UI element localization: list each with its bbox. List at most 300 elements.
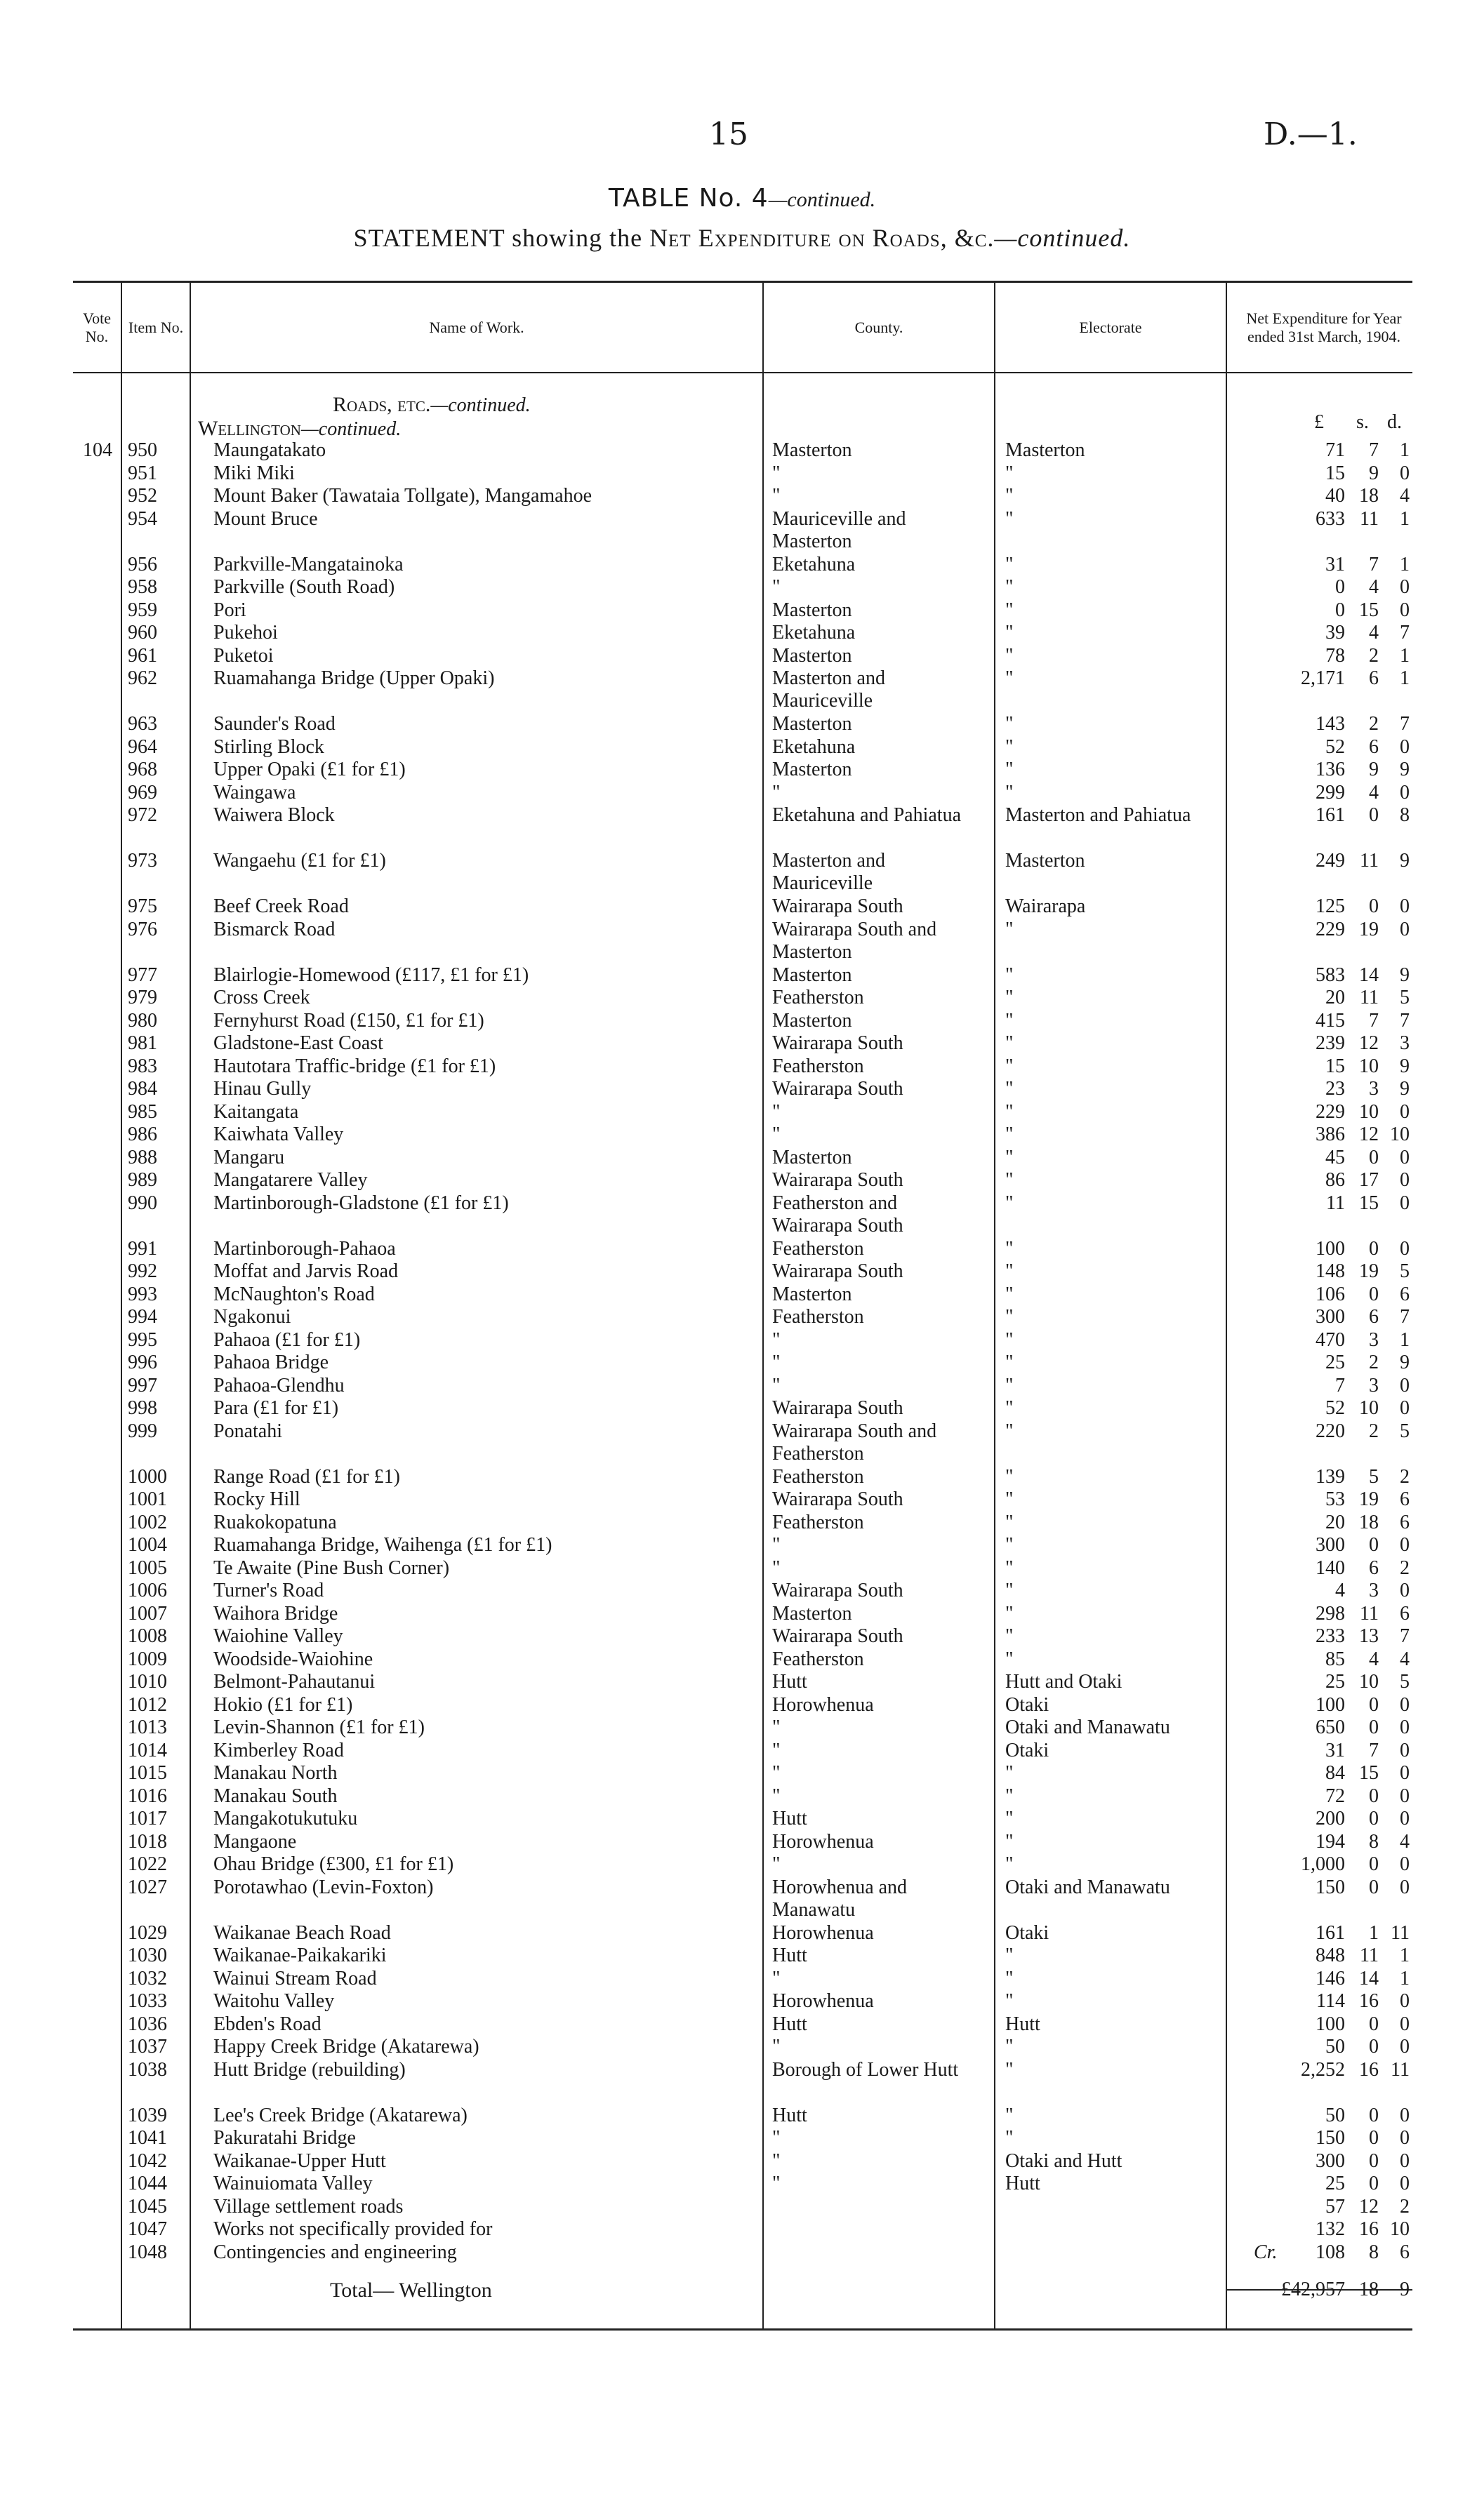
amount-pence: 2 — [1400, 1556, 1410, 1579]
amount-pounds: 150 — [1316, 2127, 1345, 2149]
item-number: 1002 — [128, 1511, 167, 1533]
amount-shillings: 11 — [1360, 1945, 1379, 1966]
electorate-name: Otaki and Manawatu — [1005, 1876, 1170, 1898]
electorate-name: " — [1005, 485, 1014, 507]
amount-pounds: 100 — [1316, 1693, 1345, 1716]
amount-shillings: 0 — [1369, 1534, 1379, 1556]
county-name: " — [772, 1374, 781, 1396]
amount-pence: 0 — [1400, 1192, 1410, 1214]
electorate-name: Otaki — [1005, 1693, 1049, 1716]
county-name: Masterton — [772, 599, 852, 621]
statement-heading — [0, 223, 1484, 253]
work-name: Ruakokopatuna — [213, 1511, 337, 1533]
amount-pence: 0 — [1400, 1100, 1410, 1123]
amount-pence: 1 — [1400, 553, 1410, 575]
amount-pounds: 100 — [1316, 1237, 1345, 1260]
amount-pence: 6 — [1400, 1283, 1410, 1305]
amount-pence: 5 — [1400, 987, 1410, 1008]
amount-shillings: 18 — [1359, 485, 1379, 507]
amount-pounds: 84 — [1325, 1762, 1345, 1784]
work-name: Lee's Creek Bridge (Akatarewa) — [213, 2104, 468, 2126]
page-number: 15 — [709, 116, 748, 152]
electorate-name: " — [1005, 1967, 1014, 1989]
electorate-name: Hutt and Otaki — [1005, 1671, 1122, 1693]
total-label: Total— Wellington — [330, 2279, 492, 2302]
item-number: 1014 — [128, 1739, 167, 1761]
amount-shillings: 3 — [1369, 1374, 1379, 1396]
electorate-name: " — [1005, 1352, 1014, 1373]
amount-pounds: 848 — [1316, 1945, 1345, 1966]
amount-pence: 9 — [1400, 964, 1410, 986]
electorate-name: " — [1005, 1100, 1014, 1123]
unit-shillings: s. — [1356, 411, 1369, 433]
county-name: Masterton — [772, 1146, 852, 1168]
work-name: Turner's Road — [213, 1580, 324, 1601]
county-name: Wairarapa South — [772, 1032, 903, 1054]
item-number: 1007 — [128, 1602, 167, 1625]
item-number: 954 — [128, 507, 157, 530]
county-name: " — [772, 1124, 781, 1145]
amount-pounds: 15 — [1325, 462, 1345, 484]
county-name: Featherston — [772, 1648, 864, 1670]
amount-pence: 1 — [1400, 1967, 1410, 1989]
amount-pence: 7 — [1400, 1009, 1410, 1032]
amount-pence: 2 — [1400, 2195, 1410, 2218]
amount-shillings: 0 — [1369, 2013, 1379, 2035]
amount-pence: 0 — [1400, 2036, 1410, 2058]
amount-shillings: 6 — [1369, 735, 1379, 758]
amount-pounds: 140 — [1316, 1556, 1345, 1579]
work-name: Ponatahi — [213, 1420, 282, 1442]
county-name: Horowhenua — [772, 1830, 874, 1853]
item-number: 973 — [128, 850, 157, 872]
amount-pounds: 39 — [1325, 622, 1345, 644]
amount-pounds: 136 — [1316, 759, 1345, 780]
table-title-text: TABLE No. 4 — [608, 184, 769, 213]
work-name: Mangaone — [213, 1830, 297, 1853]
amount-pence: 9 — [1400, 850, 1410, 872]
amount-shillings: 8 — [1369, 2241, 1379, 2263]
statement-smallcaps: Net Expenditure on Roads, &c. — [649, 224, 995, 252]
amount-pounds: 633 — [1316, 507, 1345, 530]
district-heading-text: Wellington — [198, 417, 301, 440]
electorate-name: " — [1005, 1785, 1014, 1807]
item-number: 1005 — [128, 1556, 167, 1579]
amount-pounds: 233 — [1316, 1625, 1345, 1647]
work-name: Range Road (£1 for £1) — [213, 1465, 400, 1488]
amount-shillings: 2 — [1369, 713, 1379, 735]
electorate-name: " — [1005, 1420, 1014, 1442]
item-number: 1029 — [128, 1921, 167, 1944]
work-name: Waikanae Beach Road — [213, 1921, 391, 1944]
header-item: Item No. — [128, 318, 184, 336]
work-name: Levin-Shannon (£1 for £1) — [213, 1716, 425, 1738]
work-name: Miki Miki — [213, 462, 295, 484]
amount-pence: 1 — [1400, 667, 1410, 689]
column-divider-name — [762, 283, 764, 2328]
electorate-name: " — [1005, 987, 1014, 1008]
item-number: 1037 — [128, 2036, 167, 2058]
amount-shillings: 7 — [1369, 553, 1379, 575]
electorate-name: " — [1005, 576, 1014, 598]
work-name: Bismarck Road — [213, 918, 336, 940]
item-number: 990 — [128, 1192, 157, 1214]
county-name: Masterton and Mauriceville — [772, 667, 885, 712]
amount-shillings: 6 — [1369, 1306, 1379, 1328]
amount-shillings: 16 — [1359, 1990, 1379, 2012]
amount-shillings: 4 — [1369, 576, 1379, 598]
amount-pounds: 583 — [1316, 964, 1345, 986]
work-name: Waiwera Block — [213, 804, 335, 826]
electorate-name: " — [1005, 553, 1014, 575]
work-name: Pahaoa Bridge — [213, 1352, 329, 1373]
county-name: Hutt — [772, 1945, 807, 1966]
amount-pence: 0 — [1400, 2173, 1410, 2194]
work-name: Ohau Bridge (£300, £1 for £1) — [213, 1853, 454, 1875]
electorate-name: " — [1005, 759, 1014, 780]
amount-pounds: 71 — [1325, 439, 1345, 461]
electorate-name: Otaki and Hutt — [1005, 2149, 1122, 2172]
item-number: 1013 — [128, 1716, 167, 1738]
amount-shillings: 8 — [1369, 1830, 1379, 1853]
work-name: Porotawhao (Levin-Foxton) — [213, 1876, 434, 1898]
amount-pence: 0 — [1400, 1374, 1410, 1396]
work-name: Fernyhurst Road (£150, £1 for £1) — [213, 1009, 484, 1032]
county-name: Mauriceville and Masterton — [772, 507, 906, 552]
county-name: Wairarapa South and Featherston — [772, 1420, 937, 1465]
work-name: Waikanae-Paikakariki — [213, 1945, 387, 1966]
electorate-name: " — [1005, 713, 1014, 735]
county-name: Featherston — [772, 1511, 864, 1533]
amount-pounds: 50 — [1325, 2104, 1345, 2126]
amount-pence: 0 — [1400, 1693, 1410, 1716]
amount-pence: 5 — [1400, 1260, 1410, 1282]
electorate-name: " — [1005, 1124, 1014, 1145]
item-number: 985 — [128, 1100, 157, 1123]
statement-continued: —continued. — [994, 224, 1131, 252]
electorate-name: " — [1005, 1283, 1014, 1305]
work-name: Kaitangata — [213, 1100, 299, 1123]
item-number: 1041 — [128, 2127, 167, 2149]
item-number: 1032 — [128, 1967, 167, 1989]
electorate-name: " — [1005, 1853, 1014, 1875]
electorate-name: " — [1005, 462, 1014, 484]
amount-pounds: 300 — [1316, 1306, 1345, 1328]
item-number: 981 — [128, 1032, 157, 1054]
amount-shillings: 0 — [1369, 1853, 1379, 1875]
item-number: 969 — [128, 781, 157, 804]
amount-shillings: 13 — [1359, 1625, 1379, 1647]
amount-shillings: 0 — [1369, 895, 1379, 917]
amount-shillings: 18 — [1359, 1511, 1379, 1533]
work-name: Ngakonui — [213, 1306, 291, 1328]
amount-pounds: 125 — [1316, 895, 1345, 917]
county-name: " — [772, 1352, 781, 1373]
item-number: 1044 — [128, 2173, 167, 2194]
amount-shillings: 19 — [1359, 918, 1379, 940]
work-name: Wainuiomata Valley — [213, 2173, 373, 2194]
county-name: " — [772, 462, 781, 484]
amount-pence: 0 — [1400, 2104, 1410, 2126]
work-name: Pahaoa (£1 for £1) — [213, 1328, 361, 1351]
work-name: Waikanae-Upper Hutt — [213, 2149, 386, 2172]
amount-shillings: 11 — [1360, 987, 1379, 1008]
item-number: 958 — [128, 576, 157, 598]
item-number: 1010 — [128, 1671, 167, 1693]
amount-pence: 10 — [1390, 2218, 1410, 2240]
item-number: 1018 — [128, 1830, 167, 1853]
item-number: 979 — [128, 987, 157, 1008]
electorate-name: " — [1005, 1397, 1014, 1419]
item-number: 986 — [128, 1124, 157, 1145]
amount-pence: 4 — [1400, 1648, 1410, 1670]
work-name: Ebden's Road — [213, 2013, 322, 2035]
item-number: 1001 — [128, 1488, 167, 1510]
amount-pounds: 20 — [1325, 987, 1345, 1008]
county-name: Wairarapa South — [772, 895, 903, 917]
item-number: 1016 — [128, 1785, 167, 1807]
section-heading-continued: —continued. — [430, 394, 531, 416]
amount-pence: 4 — [1400, 485, 1410, 507]
column-divider-county — [994, 283, 995, 2328]
amount-pounds: 300 — [1316, 1534, 1345, 1556]
work-name: Pori — [213, 599, 246, 621]
county-name: Wairarapa South and Masterton — [772, 918, 937, 963]
county-name: Featherston — [772, 987, 864, 1008]
amount-pounds: 650 — [1316, 1716, 1345, 1738]
county-name: Horowhenua — [772, 1921, 874, 1944]
electorate-name: Hutt — [1005, 2013, 1040, 2035]
electorate-name: " — [1005, 1374, 1014, 1396]
table-title — [0, 184, 1484, 213]
electorate-name: " — [1005, 1078, 1014, 1100]
electorate-name: " — [1005, 1306, 1014, 1328]
county-name: " — [772, 1556, 781, 1579]
amount-pence: 0 — [1400, 1146, 1410, 1168]
item-number: 963 — [128, 713, 157, 735]
amount-pence: 0 — [1400, 2013, 1410, 2035]
amount-shillings: 4 — [1369, 622, 1379, 644]
electorate-name: " — [1005, 1945, 1014, 1966]
county-name: " — [772, 1967, 781, 1989]
amount-pounds: 31 — [1325, 553, 1345, 575]
work-name: Rocky Hill — [213, 1488, 300, 1510]
amount-shillings: 7 — [1369, 439, 1379, 461]
item-number: 998 — [128, 1397, 157, 1419]
amount-pence: 11 — [1391, 2058, 1410, 2081]
vote-number: 104 — [83, 439, 112, 461]
amount-pence: 0 — [1400, 1534, 1410, 1556]
work-name: Saunder's Road — [213, 713, 336, 735]
amount-pence: 0 — [1400, 576, 1410, 598]
amount-pence: 8 — [1400, 804, 1410, 826]
amount-shillings: 0 — [1369, 1716, 1379, 1738]
item-number: 989 — [128, 1169, 157, 1191]
electorate-name: " — [1005, 1192, 1014, 1214]
amount-pence: 0 — [1400, 1580, 1410, 1601]
item-number: 992 — [128, 1260, 157, 1282]
work-name: Puketoi — [213, 644, 274, 667]
amount-pence: 0 — [1400, 918, 1410, 940]
amount-shillings: 0 — [1369, 1237, 1379, 1260]
amount-pounds: 15 — [1325, 1055, 1345, 1077]
work-name: Blairlogie-Homewood (£117, £1 for £1) — [213, 964, 529, 986]
item-number: 999 — [128, 1420, 157, 1442]
county-name: " — [772, 1328, 781, 1351]
electorate-name: " — [1005, 622, 1014, 644]
work-name: Happy Creek Bridge (Akatarewa) — [213, 2036, 479, 2058]
county-name: Wairarapa South — [772, 1488, 903, 1510]
header-name: Name of Work. — [429, 318, 524, 336]
electorate-name: " — [1005, 644, 1014, 667]
amount-pounds: 249 — [1316, 850, 1345, 872]
work-name: Gladstone-East Coast — [213, 1032, 383, 1054]
amount-pence: 2 — [1400, 1465, 1410, 1488]
item-number: 1042 — [128, 2149, 167, 2172]
county-name: Featherston — [772, 1055, 864, 1077]
amount-shillings: 19 — [1359, 1260, 1379, 1282]
electorate-name: " — [1005, 1009, 1014, 1032]
section-heading-text: Roads, etc. — [333, 393, 431, 416]
work-name: Manakau North — [213, 1762, 338, 1784]
item-number: 1045 — [128, 2195, 167, 2218]
work-name: McNaughton's Road — [213, 1283, 375, 1305]
county-name: Wairarapa South — [772, 1260, 903, 1282]
work-name: Mangaru — [213, 1146, 285, 1168]
amount-pence: 6 — [1400, 1511, 1410, 1533]
amount-shillings: 7 — [1369, 1739, 1379, 1761]
county-name: Masterton — [772, 1283, 852, 1305]
amount-shillings: 14 — [1359, 1967, 1379, 1989]
county-name: " — [772, 2173, 781, 2194]
county-name: Masterton and Mauriceville — [772, 850, 885, 894]
amount-shillings: 14 — [1359, 964, 1379, 986]
amount-shillings: 0 — [1369, 1808, 1379, 1829]
total-pounds: £42,957 — [1281, 2279, 1345, 2300]
amount-pence: 0 — [1400, 781, 1410, 804]
amount-pounds: 300 — [1316, 2149, 1345, 2172]
amount-pounds: 20 — [1325, 1511, 1345, 1533]
work-name: Pakuratahi Bridge — [213, 2127, 356, 2149]
work-name: Martinborough-Gladstone (£1 for £1) — [213, 1192, 509, 1214]
item-number: 1036 — [128, 2013, 167, 2035]
county-name: Eketahuna — [772, 553, 856, 575]
item-number: 1030 — [128, 1945, 167, 1966]
header-electorate: Electorate — [1079, 318, 1142, 336]
item-number: 950 — [128, 439, 157, 461]
work-name: Manakau South — [213, 1785, 338, 1807]
amount-shillings: 0 — [1369, 1693, 1379, 1716]
district-heading — [198, 417, 401, 441]
work-name: Waitohu Valley — [213, 1990, 335, 2012]
item-number: 951 — [128, 462, 157, 484]
work-name: Parkville-Mangatainoka — [213, 553, 404, 575]
item-number: 962 — [128, 667, 157, 689]
county-name: Eketahuna — [772, 735, 856, 758]
amount-shillings: 11 — [1360, 1602, 1379, 1625]
electorate-name: " — [1005, 735, 1014, 758]
item-number: 952 — [128, 485, 157, 507]
amount-shillings: 1 — [1369, 1921, 1379, 1944]
amount-pence: 0 — [1400, 1762, 1410, 1784]
item-number: 984 — [128, 1078, 157, 1100]
amount-shillings: 10 — [1359, 1671, 1379, 1693]
amount-shillings: 0 — [1369, 2104, 1379, 2126]
county-name: Masterton — [772, 759, 852, 780]
table-bottom-rule — [73, 2328, 1412, 2331]
county-name: Borough of Lower Hutt — [772, 2058, 959, 2081]
amount-shillings: 12 — [1359, 1124, 1379, 1145]
county-name: " — [772, 1100, 781, 1123]
county-name: Featherston — [772, 1306, 864, 1328]
item-number: 960 — [128, 622, 157, 644]
amount-pounds: 114 — [1316, 1990, 1345, 2012]
work-name: Maungatakato — [213, 439, 326, 461]
amount-pounds: 108 — [1316, 2241, 1345, 2263]
amount-pounds: 4 — [1335, 1580, 1345, 1601]
electorate-name: " — [1005, 1556, 1014, 1579]
work-name: Pahaoa-Glendhu — [213, 1374, 345, 1396]
amount-pounds: 31 — [1325, 1739, 1345, 1761]
county-name: Hutt — [772, 2013, 807, 2035]
county-name: Hutt — [772, 1671, 807, 1693]
total-pence: 9 — [1400, 2279, 1410, 2300]
amount-pounds: 220 — [1316, 1420, 1345, 1442]
amount-pence: 0 — [1400, 462, 1410, 484]
work-name: Belmont-Pahautanui — [213, 1671, 376, 1693]
amount-shillings: 0 — [1369, 2173, 1379, 2194]
amount-pounds: 72 — [1325, 1785, 1345, 1807]
item-number: 980 — [128, 1009, 157, 1032]
county-name: Masterton — [772, 713, 852, 735]
amount-shillings: 4 — [1369, 781, 1379, 804]
work-name: Mangakotukutuku — [213, 1808, 358, 1829]
county-name: Featherston — [772, 1465, 864, 1488]
amount-pounds: 194 — [1316, 1830, 1345, 1853]
amount-pence: 0 — [1400, 599, 1410, 621]
amount-shillings: 5 — [1369, 1465, 1379, 1488]
work-name: Ruamahanga Bridge (Upper Opaki) — [213, 667, 495, 689]
electorate-name: " — [1005, 2058, 1014, 2081]
amount-pence: 1 — [1400, 439, 1410, 461]
amount-pence: 1 — [1400, 1945, 1410, 1966]
electorate-name: " — [1005, 1580, 1014, 1601]
electorate-name: Otaki — [1005, 1921, 1049, 1944]
amount-shillings: 3 — [1369, 1078, 1379, 1100]
section-heading — [333, 393, 531, 417]
county-name: Eketahuna and Pahiatua — [772, 804, 962, 826]
work-name: Kaiwhata Valley — [213, 1124, 344, 1145]
electorate-name: " — [1005, 599, 1014, 621]
amount-pence: 1 — [1400, 1328, 1410, 1351]
amount-shillings: 10 — [1359, 1055, 1379, 1077]
amount-shillings: 10 — [1359, 1397, 1379, 1419]
electorate-name: Wairarapa — [1005, 895, 1086, 917]
amount-pounds: 132 — [1316, 2218, 1345, 2240]
credit-marker: Cr. — [1254, 2241, 1278, 2263]
amount-pounds: 470 — [1316, 1328, 1345, 1351]
amount-pounds: 52 — [1325, 1397, 1345, 1419]
item-number: 956 — [128, 553, 157, 575]
amount-pence: 0 — [1400, 1876, 1410, 1898]
item-number: 1027 — [128, 1876, 167, 1898]
amount-pounds: 150 — [1316, 1876, 1345, 1898]
item-number: 1006 — [128, 1580, 167, 1601]
item-number: 1022 — [128, 1853, 167, 1875]
column-divider-electorate — [1226, 283, 1227, 2328]
amount-pounds: 299 — [1316, 781, 1345, 804]
county-name: " — [772, 1853, 781, 1875]
